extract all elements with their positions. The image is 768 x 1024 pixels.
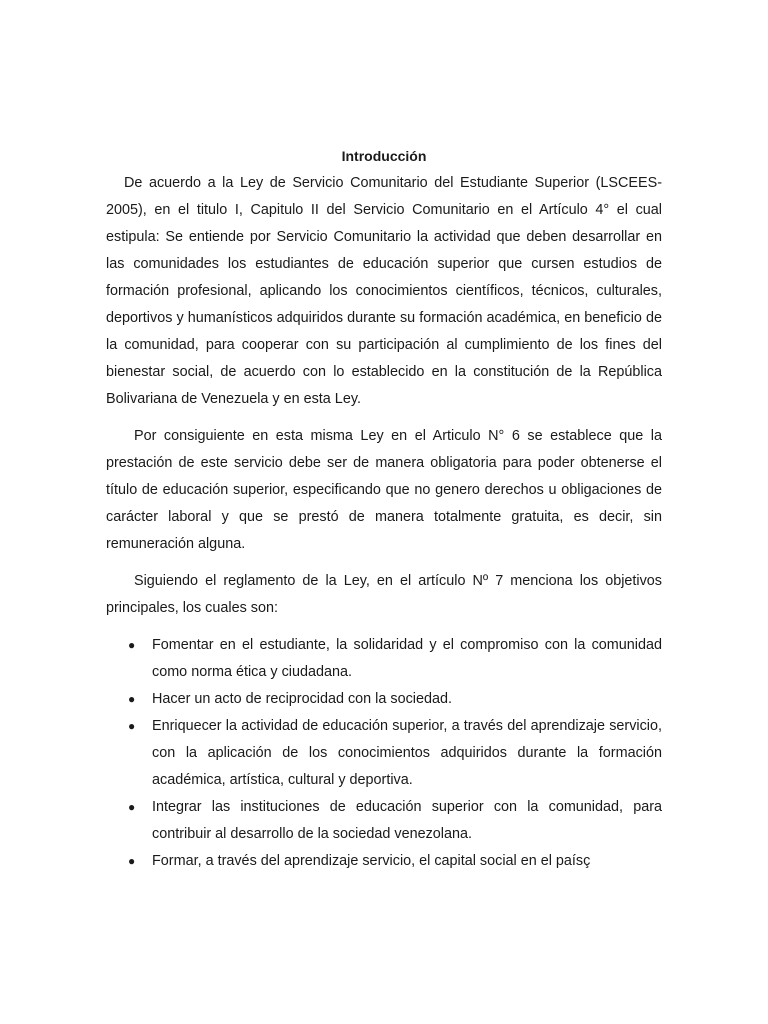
- list-item: [106, 794, 662, 848]
- bullet-icon: ●: [128, 800, 136, 814]
- objectives-intro-paragraph: Siguiendo el reglamento de la Ley, en el artículo Nº 7 menciona los objetivos principales, los cuales son:: [106, 573, 662, 616]
- bullet-icon: ●: [128, 719, 136, 733]
- page-title: Introducción: [341, 148, 427, 164]
- list-item: [106, 713, 662, 794]
- list-item: [106, 632, 662, 686]
- list-item-text: Formar, a través del aprendizaje servicio, el capital social en el paísç: [152, 853, 591, 869]
- list-item-text: Hacer un acto de reciprocidad con la sociedad.: [152, 691, 452, 707]
- list-item-text: Enriquecer la actividad de educación superior, a través del aprendizaje servicio, con la aplicación de los conocimientos adquiridos durante la formación académica, artística, cultural y deportiva.: [152, 718, 662, 788]
- obligation-paragraph: Por consiguiente en esta misma Ley en el Articulo N° 6 se establece que la prestación de este servicio debe ser de manera obligatoria para poder obtenerse el título de educación superior, especificando que no genero derechos u obligaciones de carácter laboral y que se prestó de manera totalmente gratuita, es decir, sin remuneración alguna.: [106, 428, 662, 552]
- intro-paragraph: De acuerdo a la Ley de Servicio Comunitario del Estudiante Superior (LSCEES-2005), en el titulo I, Capitulo II del Servicio Comunitario en el Artículo 4° el cual estipula: Se entiende por Servicio Comunitario la actividad que deben desarrollar en las comunidades los estudiantes de educación superior que cursen estudios de formación profesional, aplicando los conocimientos científicos, técnicos, culturales, deportivos y humanísticos adquiridos durante su formación académica, en beneficio de la comunidad, para cooperar con su participación al cumplimiento de los fines del bienestar social, de acuerdo con lo establecido en la constitución de la República Bolivariana de Venezuela y en esta Ley.: [106, 175, 662, 407]
- bullet-icon: ●: [128, 692, 136, 706]
- list-item-text: Integrar las instituciones de educación superior con la comunidad, para contribuir al desarrollo de la sociedad venezolana.: [152, 799, 662, 842]
- list-item: [106, 686, 662, 713]
- bullet-icon: ●: [128, 854, 136, 868]
- list-item: [106, 848, 662, 875]
- list-item-text: Fomentar en el estudiante, la solidaridad y el compromiso con la comunidad como norma ética y ciudadana.: [152, 637, 662, 680]
- document-page: [106, 146, 662, 875]
- objectives-list: [106, 632, 662, 875]
- bullet-icon: ●: [128, 638, 136, 652]
